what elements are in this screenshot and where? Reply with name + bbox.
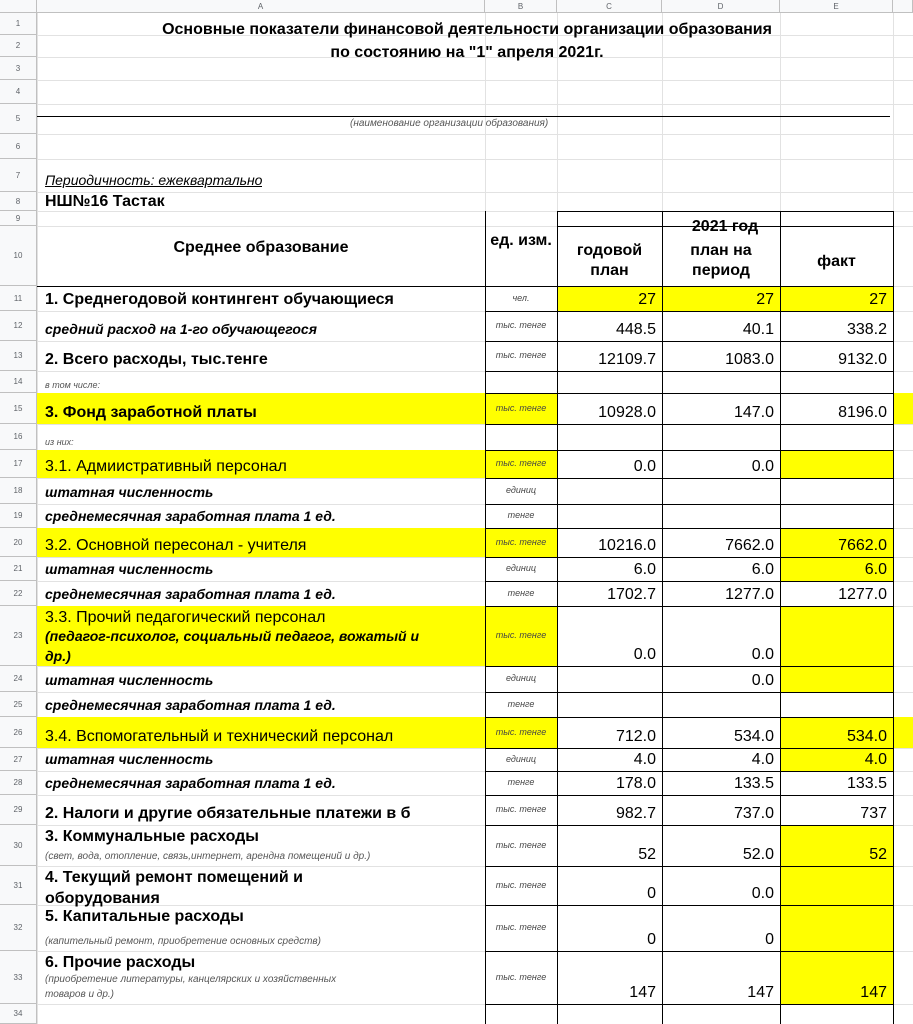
unit-cell[interactable]: тыс. тенге bbox=[495, 879, 547, 890]
table-border bbox=[485, 424, 893, 425]
corner-cell[interactable] bbox=[0, 0, 37, 13]
value-cell-d[interactable]: 6.0 bbox=[751, 561, 774, 578]
unit-cell[interactable]: тыс. тенге bbox=[495, 804, 547, 815]
unit-cell[interactable]: тыс. тенге bbox=[495, 922, 547, 933]
row-header[interactable]: 24 bbox=[0, 666, 37, 692]
unit-cell[interactable]: тенге bbox=[507, 777, 535, 788]
fact-header: факт bbox=[817, 253, 856, 270]
row-label: 2. Всего расходы, тыс.тенге bbox=[45, 351, 268, 368]
annual-plan-header: годовой план bbox=[576, 242, 643, 279]
unit-cell[interactable]: тыс. тенге bbox=[495, 350, 547, 361]
value-cell-d[interactable]: 27 bbox=[756, 291, 774, 308]
row-header[interactable]: 29 bbox=[0, 795, 37, 825]
value-cell-e[interactable]: 8196.0 bbox=[838, 404, 887, 421]
value-cell-e[interactable]: 27 bbox=[869, 291, 887, 308]
row-header[interactable]: 14 bbox=[0, 371, 37, 393]
row-label: 3.3. Прочий педагогический персонал bbox=[45, 609, 326, 626]
highlight-fill bbox=[780, 606, 893, 666]
row-label: 3. Коммунальные расходы bbox=[45, 828, 259, 845]
unit-cell[interactable]: единиц bbox=[506, 753, 536, 764]
value-cell-c[interactable]: 10216.0 bbox=[598, 537, 656, 554]
row-header[interactable]: 17 bbox=[0, 450, 37, 478]
row-header[interactable]: 11 bbox=[0, 286, 37, 311]
value-cell-d[interactable]: 0.0 bbox=[751, 672, 774, 689]
row-header[interactable]: 8 bbox=[0, 192, 37, 211]
row-header[interactable]: 12 bbox=[0, 311, 37, 341]
row-header[interactable]: 34 bbox=[0, 1004, 37, 1024]
unit-cell[interactable]: тыс. тенге bbox=[495, 458, 547, 469]
column-header-b[interactable]: B bbox=[485, 0, 557, 13]
column-header-a[interactable]: A bbox=[37, 0, 485, 13]
gridline bbox=[37, 192, 913, 193]
row-header[interactable]: 21 bbox=[0, 557, 37, 581]
gridline bbox=[37, 134, 913, 135]
unit-cell[interactable]: тыс. тенге bbox=[495, 971, 547, 982]
row-header[interactable]: 2 bbox=[0, 35, 37, 57]
gridline bbox=[37, 104, 913, 105]
value-cell-e[interactable]: 737 bbox=[860, 805, 887, 822]
unit-cell[interactable]: тенге bbox=[507, 587, 535, 598]
unit-cell[interactable]: тыс. тенге bbox=[495, 839, 547, 850]
row-header[interactable]: 25 bbox=[0, 692, 37, 717]
row-label: штатная численность bbox=[45, 672, 214, 688]
highlight-fill bbox=[780, 450, 893, 478]
row-header[interactable]: 15 bbox=[0, 393, 37, 424]
row-header[interactable]: 13 bbox=[0, 341, 37, 371]
row-header[interactable]: 18 bbox=[0, 478, 37, 504]
row-label: среднемесячная заработная плата 1 ед. bbox=[45, 697, 336, 713]
row-header[interactable]: 22 bbox=[0, 581, 37, 606]
table-border bbox=[485, 371, 893, 372]
value-cell-c[interactable]: 982.7 bbox=[615, 805, 656, 822]
value-cell-d[interactable]: 40.1 bbox=[742, 321, 774, 338]
row-sublabel: (приобретение литературы, канцелярских и хозяйственных bbox=[45, 974, 337, 985]
row-header[interactable]: 20 bbox=[0, 528, 37, 557]
row-label: 3.2. Основной пересонал - учителя bbox=[45, 537, 307, 554]
value-cell-d[interactable]: 133.5 bbox=[733, 775, 774, 792]
value-cell-d[interactable]: 0.0 bbox=[751, 885, 774, 902]
report-title-line2: по состоянию на "1" апреля 2021г. bbox=[330, 44, 604, 61]
value-cell-c[interactable]: 0 bbox=[647, 931, 656, 948]
row-label: 4. Текущий ремонт помещений и bbox=[45, 869, 303, 886]
row-header[interactable]: 28 bbox=[0, 771, 37, 795]
value-cell-e[interactable]: 6.0 bbox=[864, 561, 887, 578]
value-cell-e[interactable]: 1277.0 bbox=[838, 586, 887, 603]
unit-cell[interactable]: тенге bbox=[507, 698, 535, 709]
report-title-line1: Основные показатели финансовой деятельности организации образования bbox=[162, 21, 772, 38]
row-label: штатная численность bbox=[45, 484, 214, 500]
unit-cell[interactable]: тыс. тенге bbox=[495, 536, 547, 547]
row-sublabel: (педагог-психолог, социальный педагог, вожатый и bbox=[45, 628, 420, 644]
row-header[interactable]: 9 bbox=[0, 211, 37, 226]
org-name-underline bbox=[37, 116, 890, 117]
row-label: среднемесячная заработная плата 1 ед. bbox=[45, 508, 336, 524]
gridline bbox=[37, 159, 913, 160]
school-name: НШ№16 Тастак bbox=[45, 193, 165, 210]
value-cell-c[interactable]: 6.0 bbox=[633, 561, 656, 578]
value-cell-d[interactable]: 4.0 bbox=[751, 751, 774, 768]
row-header[interactable]: 26 bbox=[0, 717, 37, 748]
row-label: 2. Налоги и другие обязательные платежи в б bbox=[45, 805, 411, 822]
unit-header: ед. изм. bbox=[490, 232, 552, 249]
row-header[interactable]: 10 bbox=[0, 226, 37, 286]
value-cell-d[interactable]: 0.0 bbox=[751, 458, 774, 475]
gridline bbox=[37, 13, 38, 1024]
value-cell-c[interactable]: 10928.0 bbox=[598, 404, 656, 421]
value-cell-c[interactable]: 52 bbox=[638, 846, 656, 863]
row-header[interactable]: 32 bbox=[0, 905, 37, 951]
row-label: штатная численность bbox=[45, 751, 214, 767]
row-label: 5. Капитальные расходы bbox=[45, 908, 244, 925]
unit-cell[interactable]: чел. bbox=[512, 292, 530, 303]
value-cell-d[interactable]: 0.0 bbox=[751, 646, 774, 663]
value-cell-e[interactable]: 133.5 bbox=[846, 775, 887, 792]
value-cell-d[interactable]: 147.0 bbox=[733, 404, 774, 421]
value-cell-e[interactable]: 534.0 bbox=[846, 728, 887, 745]
row-sublabel-continued: товаров и др.) bbox=[45, 989, 114, 1000]
highlight-fill bbox=[780, 666, 893, 692]
row-header[interactable]: 33 bbox=[0, 951, 37, 1004]
row-header[interactable]: 27 bbox=[0, 748, 37, 771]
value-cell-e[interactable]: 9132.0 bbox=[838, 351, 887, 368]
row-label: из них: bbox=[45, 437, 74, 447]
value-cell-c[interactable]: 147 bbox=[629, 984, 656, 1001]
value-cell-d[interactable]: 7662.0 bbox=[725, 537, 774, 554]
row-header[interactable]: 1 bbox=[0, 13, 37, 35]
gridline bbox=[37, 80, 913, 81]
value-cell-d[interactable]: 52.0 bbox=[742, 846, 774, 863]
unit-cell[interactable]: единиц bbox=[506, 673, 536, 684]
value-cell-e[interactable]: 338.2 bbox=[846, 321, 887, 338]
value-cell-d[interactable]: 1083.0 bbox=[725, 351, 774, 368]
unit-cell[interactable]: тыс. тенге bbox=[495, 630, 547, 641]
value-cell-e[interactable]: 52 bbox=[869, 846, 887, 863]
table-border bbox=[485, 211, 486, 1024]
column-header-f[interactable] bbox=[893, 0, 913, 13]
value-cell-d[interactable]: 0 bbox=[765, 931, 774, 948]
column-header-c[interactable]: C bbox=[557, 0, 662, 13]
value-cell-c[interactable]: 0 bbox=[647, 885, 656, 902]
table-border bbox=[893, 211, 894, 1024]
row-header[interactable]: 19 bbox=[0, 504, 37, 528]
unit-cell[interactable]: тенге bbox=[507, 510, 535, 521]
value-cell-c[interactable]: 12109.7 bbox=[598, 351, 656, 368]
row-sublabel: (капительный ремонт, приобретение основных средств) bbox=[45, 936, 321, 947]
value-cell-c[interactable]: 712.0 bbox=[615, 728, 656, 745]
value-cell-e[interactable]: 7662.0 bbox=[838, 537, 887, 554]
row-header[interactable]: 4 bbox=[0, 80, 37, 104]
unit-cell[interactable]: единиц bbox=[506, 563, 536, 574]
row-header[interactable]: 30 bbox=[0, 825, 37, 866]
value-cell-c[interactable]: 0.0 bbox=[633, 646, 656, 663]
row-header[interactable]: 5 bbox=[0, 104, 37, 134]
org-name-caption: (наименование организации образования) bbox=[350, 118, 549, 129]
row-header[interactable]: 7 bbox=[0, 159, 37, 192]
row-sublabel: (свет, вода, отопление, связь,интернет, арендна помещений и др.) bbox=[45, 851, 371, 862]
table-border bbox=[557, 211, 893, 212]
row-label: 1. Среднегодовой контингент обучающиеся bbox=[45, 291, 394, 308]
value-cell-c[interactable]: 0.0 bbox=[633, 458, 656, 475]
unit-cell[interactable]: единиц bbox=[506, 485, 536, 496]
row-header[interactable]: 23 bbox=[0, 606, 37, 666]
row-header[interactable]: 31 bbox=[0, 866, 37, 905]
row-label: в том числе: bbox=[45, 380, 101, 390]
value-cell-c[interactable]: 27 bbox=[638, 291, 656, 308]
row-label: средний расход на 1-го обучающегося bbox=[45, 321, 317, 337]
row-label: среднемесячная заработная плата 1 ед. bbox=[45, 775, 336, 791]
row-label: 3.4. Вспомогательный и технический персонал bbox=[45, 728, 394, 745]
highlight-fill bbox=[780, 866, 893, 905]
table-border bbox=[485, 1004, 893, 1005]
row-label: среднемесячная заработная плата 1 ед. bbox=[45, 586, 336, 602]
value-cell-d[interactable]: 1277.0 bbox=[725, 586, 774, 603]
highlight-fill bbox=[893, 717, 913, 748]
unit-cell[interactable]: тыс. тенге bbox=[495, 726, 547, 737]
value-cell-c[interactable]: 448.5 bbox=[615, 321, 656, 338]
value-cell-e[interactable]: 147 bbox=[860, 984, 887, 1001]
periodicity-label: Периодичность: ежеквартально bbox=[45, 172, 263, 188]
section-header: Среднее образование bbox=[173, 239, 349, 256]
year-header: 2021 год bbox=[691, 218, 759, 235]
row-sublabel-continued: др.) bbox=[45, 648, 71, 664]
column-header-e[interactable]: E bbox=[780, 0, 893, 13]
value-cell-c[interactable]: 178.0 bbox=[615, 775, 656, 792]
table-border bbox=[37, 286, 893, 287]
highlight-fill bbox=[780, 905, 893, 951]
row-label: штатная численность bbox=[45, 561, 214, 577]
unit-cell[interactable]: тыс. тенге bbox=[495, 320, 547, 331]
value-cell-d[interactable]: 534.0 bbox=[733, 728, 774, 745]
value-cell-d[interactable]: 147 bbox=[747, 984, 774, 1001]
value-cell-e[interactable]: 4.0 bbox=[864, 751, 887, 768]
column-header-d[interactable]: D bbox=[662, 0, 780, 13]
row-header[interactable]: 3 bbox=[0, 57, 37, 80]
row-header[interactable]: 16 bbox=[0, 424, 37, 450]
row-label: 6. Прочие расходы bbox=[45, 954, 196, 971]
value-cell-c[interactable]: 1702.7 bbox=[607, 586, 656, 603]
value-cell-c[interactable]: 4.0 bbox=[633, 751, 656, 768]
row-header[interactable]: 6 bbox=[0, 134, 37, 159]
row-label: 3.1. Адмиистративный персонал bbox=[45, 458, 287, 475]
row-label: 3. Фонд заработной платы bbox=[45, 404, 257, 421]
value-cell-d[interactable]: 737.0 bbox=[733, 805, 774, 822]
unit-cell[interactable]: тыс. тенге bbox=[495, 402, 547, 413]
row-label-continued: оборудования bbox=[45, 890, 160, 907]
highlight-fill bbox=[893, 393, 913, 424]
period-plan-header: план на период bbox=[690, 242, 752, 279]
